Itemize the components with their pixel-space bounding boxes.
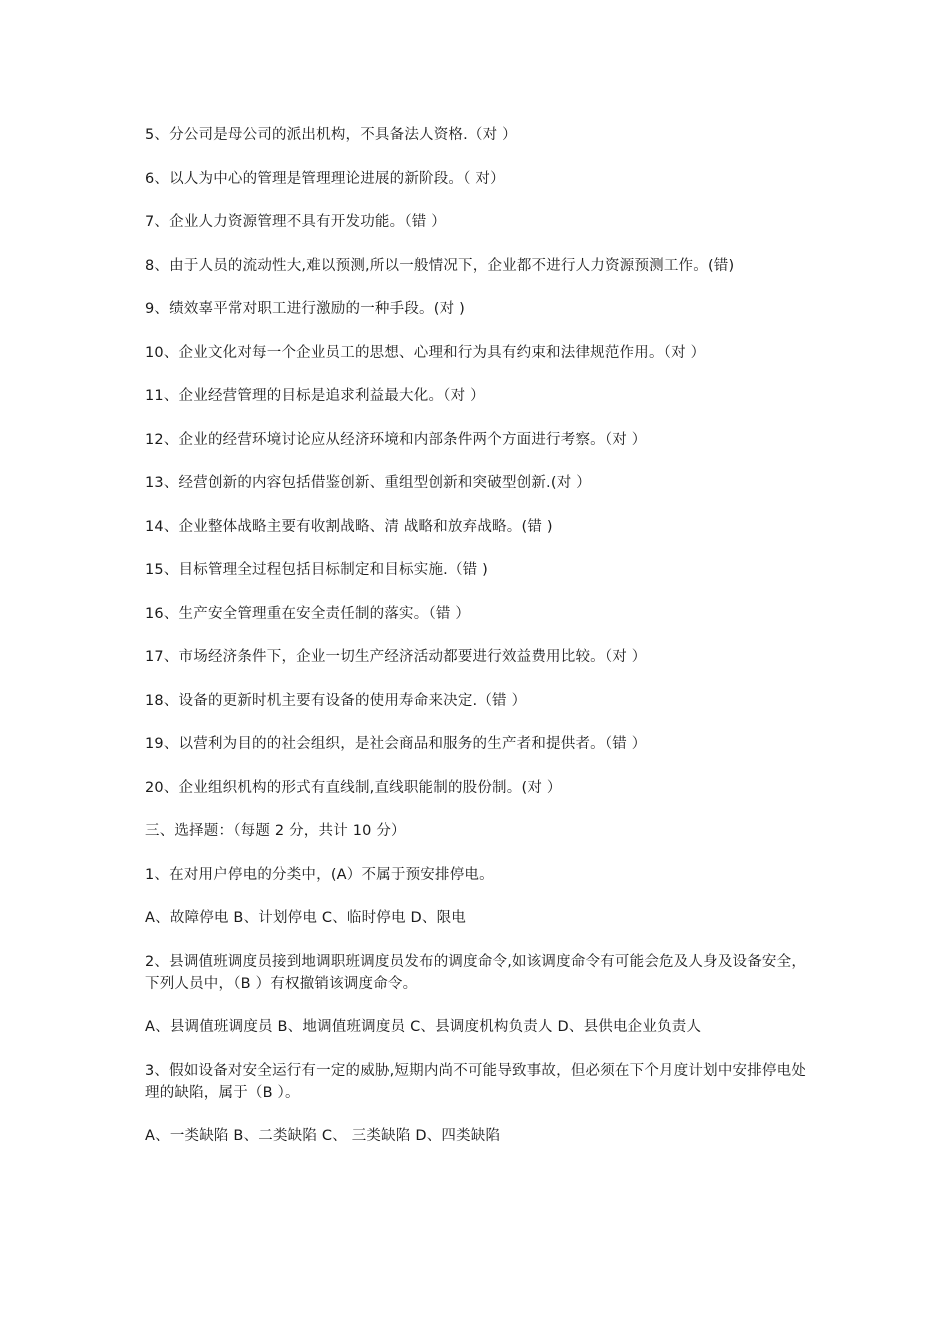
tf-question-12: 12、企业的经营环境讨论应从经济环境和内部条件两个方面进行考察。（对 ） bbox=[145, 431, 647, 448]
mc-options-2: A、县调值班调度员 B、地调值班调度员 C、县调度机构负责人 D、县供电企业负责人 bbox=[145, 1019, 702, 1035]
tf-question-6: 6、以人为中心的管理是管理理论进展的新阶段。（ 对） bbox=[145, 170, 505, 187]
tf-question-13: 13、经营创新的内容包括借鉴创新、重组型创新和突破型创新.(对 ） bbox=[145, 475, 591, 491]
tf-question-19: 19、以营利为目的的社会组织，是社会商品和服务的生产者和提供者。（错 ） bbox=[145, 736, 647, 752]
tf-question-17: 17、市场经济条件下，企业一切生产经济活动都要进行效益费用比较。（对 ） bbox=[145, 649, 647, 665]
tf-question-16: 16、生产安全管理重在安全责任制的落实。（错 ） bbox=[145, 605, 471, 622]
tf-question-8: 8、由于人员的流动性大,难以预测,所以一般情况下，企业都不进行人力资源预测工作。(错) bbox=[145, 257, 735, 274]
tf-question-18: 18、设备的更新时机主要有设备的使用寿命来决定.（错 ） bbox=[145, 692, 527, 709]
mc-question-3: 3、假如设备对安全运行有一定的威胁,短期内尚不可能导致事故，但必须在下个月度计划中安排停电处理的缺陷，属于（B ）。 bbox=[145, 1062, 807, 1101]
mc-options-1: A、故障停电 B、计划停电 C、临时停电 D、限电 bbox=[145, 910, 466, 926]
mc-question-2: 2、县调值班调度员接到地调职班调度员发布的调度命令,如该调度命令有可能会危及人身及设备安全，下列人员中，（B ）有权撤销该调度命令。 bbox=[145, 953, 807, 992]
tf-question-5: 5、分公司是母公司的派出机构，不具备法人资格.（对 ） bbox=[145, 127, 517, 143]
document-body bbox=[145, 124, 815, 1169]
mc-question-1: 1、在对用户停电的分类中，(A）不属于预安排停电。 bbox=[145, 866, 494, 883]
tf-question-7: 7、企业人力资源管理不具有开发功能。（错 ） bbox=[145, 214, 446, 230]
mc-options-3: A、一类缺陷 B、二类缺陷 C、 三类缺陷 D、四类缺陷 bbox=[145, 1128, 501, 1144]
section-heading-choice: 三、选择题：（每题 2 分，共计 10 分） bbox=[145, 823, 406, 839]
tf-question-10: 10、企业文化对每一个企业员工的思想、心理和行为具有约束和法律规范作用。（对 ） bbox=[145, 344, 706, 361]
tf-question-15: 15、目标管理全过程包括目标制定和目标实施.（错 ) bbox=[145, 562, 489, 578]
tf-question-20: 20、企业组织机构的形式有直线制,直线职能制的股份制。(对 ） bbox=[145, 779, 562, 796]
tf-question-9: 9、绩效辜平常对职工进行激励的一种手段。(对 ) bbox=[145, 301, 465, 317]
tf-question-11: 11、企业经营管理的目标是追求利益最大化。（对 ） bbox=[145, 388, 485, 404]
tf-question-14: 14、企业整体战略主要有收割战略、清 战略和放弃战略。(错 ) bbox=[145, 518, 553, 535]
